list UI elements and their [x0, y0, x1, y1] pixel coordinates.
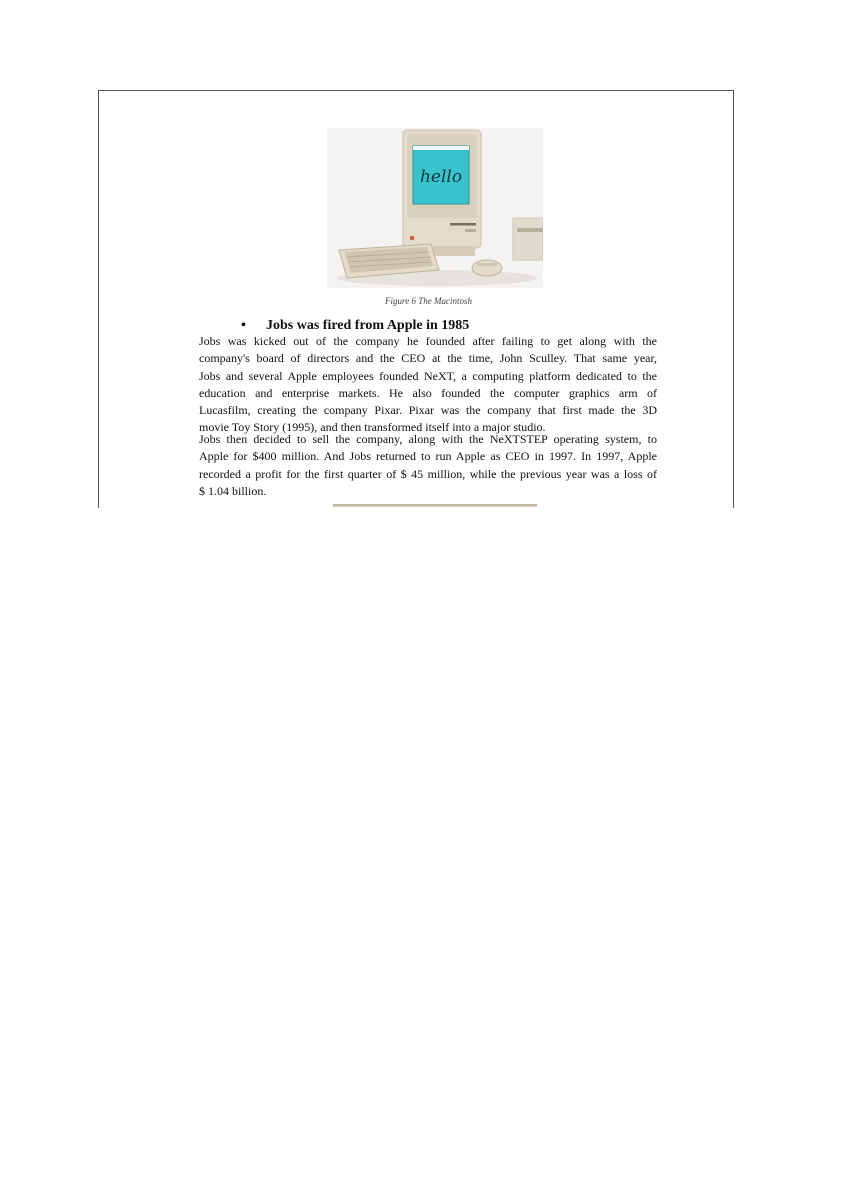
heading-text: Jobs was fired from Apple in 1985: [266, 318, 470, 333]
text-line: recorded a profit for the first quarter of $ 45 million, while the previous year was a loss of: [199, 466, 657, 481]
text-line: education and enterprise markets. He also founded the computer graphics arm of: [199, 385, 657, 400]
next-figure-edge: [333, 504, 537, 507]
screen-hello-text: hello: [419, 167, 463, 187]
text-line: Apple for $400 million. And Jobs returned to run Apple as CEO in 1997. In 1997, Apple: [199, 449, 657, 464]
paragraph-fired: [199, 333, 657, 437]
paragraph-return: [199, 431, 657, 500]
macintosh-illustration: [327, 128, 543, 288]
figure-caption: Figure 6 The Macintosh: [385, 296, 472, 306]
text-line: movie Toy Story (1995), and then transformed itself into a major studio.: [199, 420, 546, 435]
text-line: company's board of directors and the CEO at the time, John Sculley. That same year,: [199, 351, 657, 366]
section-heading: [241, 318, 469, 334]
bullet-point: •: [241, 318, 246, 333]
text-line: Jobs and several Apple employees founded NeXT, a computing platform dedicated to the: [199, 368, 657, 383]
macintosh-figure: [327, 128, 543, 288]
text-line: $ 1.04 billion.: [199, 483, 267, 498]
text-line: Lucasfilm, creating the company Pixar. Pixar was the company that first made the 3D: [199, 403, 657, 418]
text-line: Jobs was kicked out of the company he founded after failing to get along with the: [199, 334, 657, 348]
text-line: Jobs then decided to sell the company, along with the NeXTSTEP operating system, to: [199, 432, 657, 446]
